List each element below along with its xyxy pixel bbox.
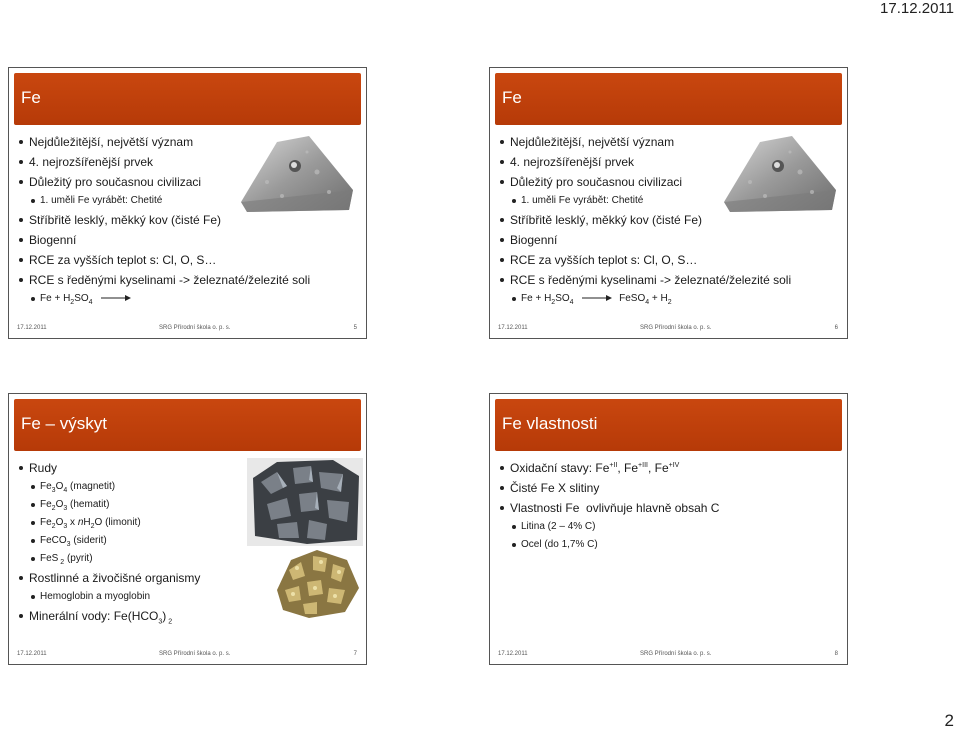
list-item: Stříbřitě lesklý, měkký kov (čisté Fe) bbox=[19, 210, 359, 230]
sub-list-item: 1. uměli Fe vyrábět: Chetité bbox=[19, 192, 359, 210]
slide-title-bar bbox=[14, 73, 361, 125]
slide-content bbox=[500, 458, 840, 554]
sub-list-item: FeS $_2$ (pyrit) bbox=[19, 550, 359, 568]
sub-list-item: FeCO$_3$ (siderit) bbox=[19, 532, 359, 550]
slide-title-bar bbox=[14, 399, 361, 451]
list-item: Čisté Fe X slitiny bbox=[500, 478, 840, 498]
sub-list-item: $Fe_2O_3$ x $nH_2O$ (limonit) bbox=[19, 514, 359, 532]
slide-content bbox=[500, 132, 840, 308]
list-item: Nejdůležitější, největší význam bbox=[19, 132, 359, 152]
page-date: 17.12.2011 bbox=[880, 0, 954, 17]
list-item: Nejdůležitější, největší význam bbox=[500, 132, 840, 152]
list-item: 4. nejrozšířenější prvek bbox=[500, 152, 840, 172]
list-item: Důležitý pro současnou civilizaci bbox=[500, 172, 840, 192]
slide-title: Fe vlastnosti bbox=[502, 414, 598, 433]
list-item: Oxidační stavy: $Fe^{+II}$, $Fe^{+III}$, $Fe^{+IV}$ bbox=[500, 458, 840, 478]
slide-footer: 17.12.2011 SRG Přírodní škola o. p. s. 5 bbox=[17, 325, 357, 331]
sub-list-item: Hemoglobin a myoglobin bbox=[19, 588, 359, 606]
list-item: Stříbřitě lesklý, měkký kov (čisté Fe) bbox=[500, 210, 840, 230]
slide-footer: 17.12.2011 SRG Přírodní škola o. p. s. 8 bbox=[498, 651, 838, 657]
slide-number: 5 bbox=[353, 325, 357, 331]
list-item: Minerální vody: $Fe(HCO_3)$ $_2$ bbox=[19, 606, 359, 626]
arrow-right-icon bbox=[582, 294, 612, 302]
list-item: Rostlinné a živočišné organismy bbox=[19, 568, 359, 588]
sub-list-item: Ocel (do 1,7% C) bbox=[500, 536, 840, 554]
arrow-right-icon bbox=[101, 294, 131, 302]
slide-content bbox=[19, 458, 359, 626]
sub-list-item: 1. uměli Fe vyrábět: Chetité bbox=[500, 192, 840, 210]
list-item: RCE za vyšších teplot s: Cl, O, S… bbox=[500, 250, 840, 270]
slide-title: Fe bbox=[21, 88, 41, 107]
slide-5 bbox=[8, 67, 367, 339]
slide-content bbox=[19, 132, 359, 308]
slide-6 bbox=[489, 67, 848, 339]
sub-list-item: Litina (2 – 4% C) bbox=[500, 518, 840, 536]
list-item: Biogenní bbox=[500, 230, 840, 250]
slide-8 bbox=[489, 393, 848, 665]
slide-footer: 17.12.2011 SRG Přírodní škola o. p. s. 6 bbox=[498, 325, 838, 331]
slide-7 bbox=[8, 393, 367, 665]
list-item: Rudy bbox=[19, 458, 359, 478]
page-number: 2 bbox=[944, 711, 954, 730]
list-item: RCE s ředěnými kyselinami -> železnaté/železité soli bbox=[19, 270, 359, 290]
slide-title: Fe bbox=[502, 88, 522, 107]
list-item: Vlastnosti Fe ovlivňuje hlavně obsah C bbox=[500, 498, 840, 518]
slide-number: 8 bbox=[834, 651, 838, 657]
slide-title-bar bbox=[495, 399, 842, 451]
slide-title: Fe – výskyt bbox=[21, 414, 107, 433]
list-item: RCE za vyšších teplot s: Cl, O, S… bbox=[19, 250, 359, 270]
list-item: RCE s ředěnými kyselinami -> železnaté/železité soli bbox=[500, 270, 840, 290]
sub-list-item: $Fe_2O_3$ (hematit) bbox=[19, 496, 359, 514]
slide-number: 7 bbox=[353, 651, 357, 657]
slide-number: 6 bbox=[834, 325, 838, 331]
slide-footer: 17.12.2011 SRG Přírodní škola o. p. s. 7 bbox=[17, 651, 357, 657]
equation: $Fe + H_2SO_4$ bbox=[19, 290, 359, 308]
equation: $Fe + H_2SO_4$ FeSO$_4$ + $H_2$ bbox=[500, 290, 840, 308]
slide-title-bar bbox=[495, 73, 842, 125]
list-item: Biogenní bbox=[19, 230, 359, 250]
sub-list-item: $Fe_3O_4$ (magnetit) bbox=[19, 478, 359, 496]
list-item: 4. nejrozšířenější prvek bbox=[19, 152, 359, 172]
list-item: Důležitý pro současnou civilizaci bbox=[19, 172, 359, 192]
